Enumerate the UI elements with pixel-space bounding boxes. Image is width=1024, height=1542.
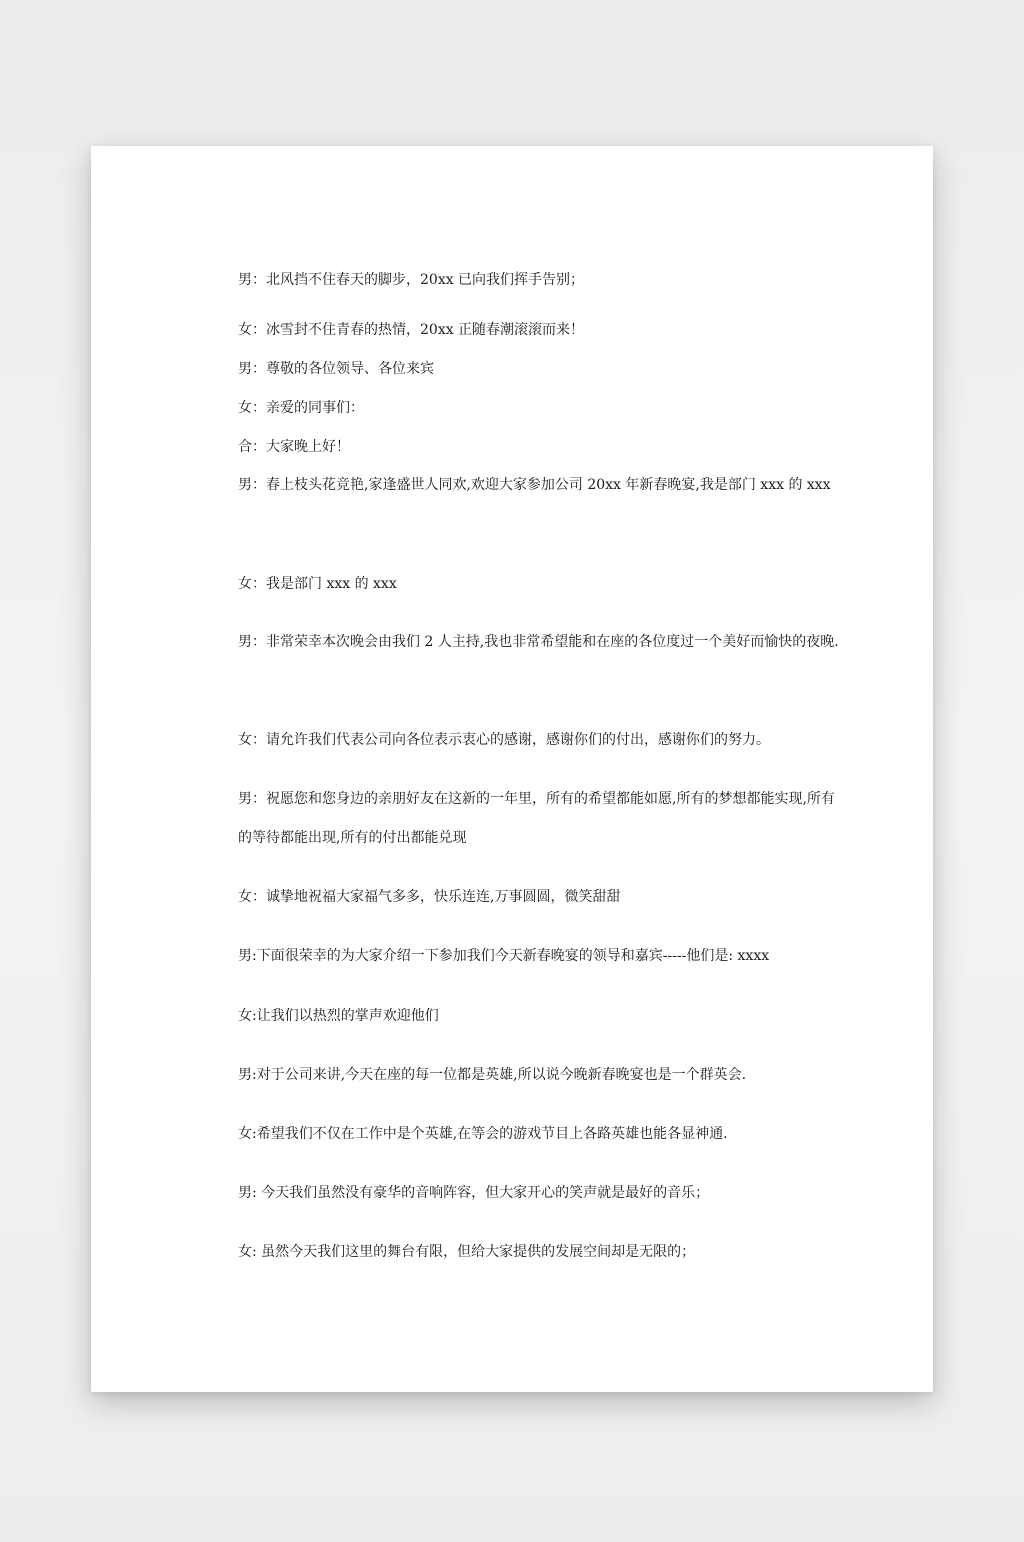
script-line: 男：尊敬的各位领导、各位来宾 <box>238 361 434 377</box>
script-line: 女：我是部门 xxx 的 xxx <box>238 576 397 592</box>
script-line: 女：亲爱的同事们： <box>238 400 364 416</box>
script-line: 男：非常荣幸本次晚会由我们 2 人主持,我也非常希望能和在座的各位度过一个美好而愉快的夜晚. <box>238 634 839 650</box>
script-line: 女：诚挚地祝福大家福气多多，快乐连连,万事圆圆，微笑甜甜 <box>238 889 621 905</box>
script-line: 男:对于公司来讲,今天在座的每一位都是英雄,所以说今晚新春晚宴也是一个群英会. <box>238 1067 747 1083</box>
script-line: 男: 今天我们虽然没有豪华的音响阵容，但大家开心的笑声就是最好的音乐； <box>238 1185 710 1201</box>
script-line: 女:让我们以热烈的掌声欢迎他们 <box>238 1008 439 1024</box>
script-line: 合：大家晚上好！ <box>238 439 350 455</box>
document-page <box>91 146 933 1392</box>
script-line: 女:希望我们不仅在工作中是个英雄,在等会的游戏节目上各路英雄也能各显神通. <box>238 1126 728 1142</box>
script-line: 男：北风挡不住春天的脚步，20xx 已向我们挥手告别； <box>238 272 585 288</box>
script-line: 女：请允许我们代表公司向各位表示衷心的感谢，感谢你们的付出，感谢你们的努力。 <box>238 732 770 748</box>
script-line: 男：春上枝头花竞艳,家逢盛世人同欢,欢迎大家参加公司 20xx 年新春晚宴,我是部门 xxx 的 xxx <box>238 477 831 493</box>
script-line: 女: 虽然今天我们这里的舞台有限，但给大家提供的发展空间却是无限的； <box>238 1244 696 1260</box>
script-line: 男:下面很荣幸的为大家介绍一下参加我们今天新春晚宴的领导和嘉宾-----他们是: xxxx <box>238 948 770 964</box>
script-line: 女：冰雪封不住青春的热情，20xx 正随春潮滚滚而来！ <box>238 322 585 338</box>
script-line: 男：祝愿您和您身边的亲朋好友在这新的一年里，所有的希望都能如愿,所有的梦想都能实现,所有的等待都能出现,所有的付出都能兑现 <box>238 791 835 846</box>
